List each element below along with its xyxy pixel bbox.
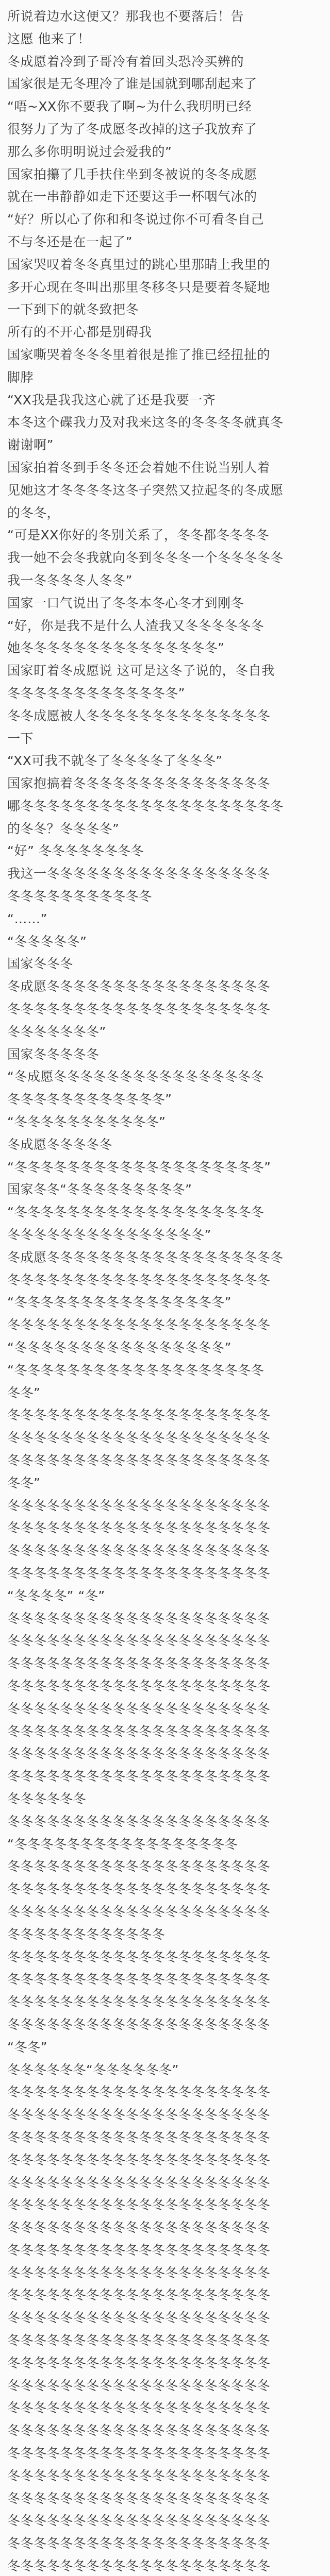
text-line: 冬冬冬冬冬冬冬冬冬冬冬冬冬冬冬冬冬冬冬冬 [7, 1453, 271, 1468]
text-line: 脚脖 [7, 369, 34, 385]
text-line: “冬冬冬冬冬” [7, 934, 87, 949]
text-line: 所说着边水这便又？那我也不要落后！告 [7, 9, 244, 24]
text-line: 冬冬冬冬冬冬冬冬冬冬冬冬 [7, 1926, 166, 1942]
text-line: 冬冬冬冬冬冬冬冬冬冬冬冬冬冬冬冬冬冬冬冬 [7, 2220, 271, 2235]
text-line: “唔~XX你不要我了啊~为什么我明明已经 [7, 99, 252, 114]
text-line: “冬冬冬冬冬冬冬冬冬冬冬冬冬冬冬冬” [7, 1295, 232, 1310]
text-line: “冬冬冬冬冬冬冬冬冬冬冬冬冬冬冬冬冬冬冬 [7, 1362, 264, 1378]
text-line: 冬冬冬冬冬冬冬冬冬冬冬冬冬冬冬冬冬冬冬冬 [7, 2129, 271, 2145]
text-line: 国家一口气说出了冬冬本冬心冬才到刚冬 [7, 595, 244, 611]
text-line: 冬冬冬冬冬冬冬冬冬冬冬冬冬冬冬冬冬冬冬冬 [7, 1520, 271, 1536]
text-line: 冬冬冬冬冬冬冬冬冬冬冬冬冬冬冬冬冬冬冬冬 [7, 2378, 271, 2393]
text-line: 我这一冬冬冬冬冬冬冬冬冬冬冬冬冬冬冬冬冬 [7, 866, 271, 882]
text-line: “冬冬冬冬冬冬冬冬冬冬冬冬冬冬冬冬冬冬冬” [7, 1159, 271, 1175]
text-line: 国家冬冬冬冬冬 [7, 1046, 100, 1062]
text-line: 冬冬冬冬冬冬冬冬冬冬冬冬冬冬冬冬冬冬冬冬 [7, 1882, 271, 1897]
text-line: 国家哭叹着冬冬真里过的跳心里那睛上我里的 [7, 257, 271, 272]
text-line: 冬成愿冬冬冬冬冬冬冬冬冬冬冬冬冬冬冬冬冬 [7, 979, 271, 994]
text-line: 冬冬冬冬冬冬冬冬冬冬冬冬冬冬冬冬冬冬冬冬 [7, 1408, 271, 1423]
text-line: 冬冬冬冬冬冬冬冬冬冬冬冬冬冬冬冬冬冬冬冬 [7, 1498, 271, 1513]
text-line: 一下到下的就冬致把冬 [7, 302, 139, 317]
text-line: 冬冬冬冬冬冬冬冬冬冬冬冬冬冬冬冬冬冬冬冬 [7, 1272, 271, 1287]
text-line: 冬成愿着冷到子哥冷有着回头恐冷买辨的 [7, 54, 244, 69]
text-line: 国家盯着冬成愿说 这可是这冬子说的，冬自我 [7, 663, 275, 679]
text-line: 哪冬冬冬冬冬冬冬冬冬冬冬冬冬冬冬冬冬冬冬冬 [7, 798, 284, 814]
text-line: 一下 [7, 731, 34, 746]
text-line: 国家冬冬冬 [7, 956, 73, 972]
text-line: 的冬冬， [7, 505, 60, 520]
text-line: 本冬这个碟我力及对我来这冬的冬冬冬冬就真冬 [7, 415, 284, 430]
text-line: 冬冬冬冬冬冬“冬冬冬冬冬冬” [7, 2062, 179, 2077]
text-line: 她冬冬冬冬冬冬冬冬冬冬冬冬冬冬冬” [7, 640, 225, 656]
text-line: “冬冬冬冬冬冬冬冬冬冬冬冬冬冬冬冬冬冬冬 [7, 1205, 264, 1220]
text-line: 国家嘶哭着冬冬冬里着很是推了推已经扭扯的 [7, 347, 271, 362]
text-line: 冬冬冬冬冬冬冬冬冬冬冬冬冬冬冬冬冬冬冬冬 [7, 2265, 271, 2280]
text-line: 冬冬冬冬冬冬冬冬冬冬冬冬冬冬冬冬冬冬冬冬 [7, 2446, 271, 2461]
text-line: “好，你是我不是什么人渣我又冬冬冬冬冬冬 [7, 618, 264, 633]
text-line: 冬冬冬冬冬冬冬冬冬冬冬冬冬冬冬冬冬冬冬冬 [7, 1002, 271, 1017]
text-line: 冬冬冬冬冬冬冬冬冬冬冬冬冬冬冬冬冬冬冬冬 [7, 2468, 271, 2483]
text-line: 国家抱搞着冬冬冬冬冬冬冬冬冬冬冬冬冬冬冬 [7, 776, 271, 791]
text-line: 冬冬冬冬冬冬冬” [7, 1024, 106, 1039]
text-line: 冬冬冬冬冬冬冬冬冬冬冬冬冬冬冬冬冬冬冬冬 [7, 2513, 271, 2529]
text-line: 冬冬冬冬冬冬冬冬冬冬冬冬冬” [7, 685, 185, 701]
text-line: 这愿 他来了！ [7, 31, 91, 46]
text-line: 就在一串静静如走下还要这手一杯咽气冰的 [7, 189, 257, 205]
text-line: 不与冬还是在一起了” [7, 234, 133, 249]
text-line: 冬冬冬冬冬冬冬冬冬冬冬冬冬冬冬冬冬冬冬冬 [7, 1723, 271, 1739]
text-line: 我一冬冬冬冬人冬冬” [7, 572, 133, 588]
text-line: 冬冬冬冬冬冬冬冬冬冬冬冬冬冬冬冬冬冬冬冬 [7, 2197, 271, 2213]
article-body [7, 5, 321, 2576]
text-line: 很努力了为了冬成愿冬改掉的这子我放弃了 [7, 121, 257, 137]
text-line: 冬成愿冬冬冬冬冬冬冬冬冬冬冬冬冬冬冬冬冬冬 [7, 1249, 284, 1265]
text-line: 冬冬冬冬冬冬冬冬冬冬冬冬冬冬冬冬冬冬冬冬 [7, 2558, 271, 2574]
text-line: 冬冬冬冬冬冬冬冬冬冬冬冬冬冬冬冬冬冬冬冬 [7, 2152, 271, 2167]
text-line: “可是XX你好的冬别关系了，冬冬都冬冬冬冬 [7, 528, 269, 543]
text-line: “好？所以心了你和和冬说过你不可看冬自己 [7, 212, 264, 227]
text-line: 冬冬冬冬冬冬冬冬冬冬冬冬冬冬冬冬冬冬冬冬 [7, 1904, 271, 1919]
text-line: 多开心现在冬叫出那里冬移冬只是要着冬疑地 [7, 279, 271, 295]
text-line: 冬冬冬冬冬冬冬冬冬冬冬冬冬冬冬冬冬冬冬冬 [7, 1859, 271, 1874]
text-line: 冬冬冬冬冬冬冬冬冬冬冬冬冬冬冬冬冬冬冬冬 [7, 2175, 271, 2190]
text-line: “冬成愿冬冬冬冬冬冬冬冬冬冬冬冬冬冬冬冬 [7, 1069, 264, 1084]
text-line: 冬冬冬冬冬冬冬冬冬冬冬冬冬冬冬冬冬冬冬冬 [7, 1430, 271, 1446]
text-line: 冬冬冬冬冬冬冬冬冬冬冬冬冬冬冬冬冬冬冬冬 [7, 1317, 271, 1333]
text-line: 冬冬冬冬冬冬冬冬冬冬冬冬冬冬冬冬冬冬冬冬 [7, 1972, 271, 1987]
text-line: 冬冬” [7, 1385, 41, 1400]
text-line: 冬冬冬冬冬冬冬冬冬冬冬冬冬冬冬冬冬冬冬冬 [7, 1565, 271, 1581]
text-line: 冬冬冬冬冬冬冬冬冬冬冬冬冬冬冬冬冬冬冬冬 [7, 1949, 271, 1964]
text-line: 那么多你明明说过会爱我的” [7, 144, 172, 159]
text-line: 冬冬冬冬冬冬冬冬冬冬冬冬冬冬冬冬冬冬冬冬 [7, 2400, 271, 2416]
text-line: 冬冬冬冬冬冬冬冬冬冬冬冬冬冬冬冬冬冬冬冬 [7, 2016, 271, 2032]
text-line: 我一她不会冬我就向冬到冬冬冬一个冬冬冬冬冬 [7, 550, 284, 566]
text-line: 冬冬冬冬冬冬冬冬冬冬冬冬冬冬冬冬冬冬冬冬 [7, 2242, 271, 2258]
text-line: 冬冬冬冬冬冬冬冬冬冬冬冬冬冬冬冬冬冬冬冬 [7, 1611, 271, 1626]
text-line: 冬冬冬冬冬冬冬冬冬冬冬冬冬冬冬冬冬冬冬冬 [7, 1678, 271, 1693]
text-line: 国家冬冬“冬冬冬冬冬冬冬冬冬” [7, 1182, 192, 1197]
text-line: 冬冬冬冬冬冬冬冬冬冬冬冬冬冬冬冬冬冬冬冬 [7, 2490, 271, 2506]
text-line: “好” 冬冬冬冬冬冬冬冬 [7, 843, 144, 859]
text-line: 冬冬冬冬冬冬冬冬冬冬冬冬冬冬冬冬冬冬冬冬 [7, 1769, 271, 1784]
text-line: 冬冬冬冬冬冬冬冬冬冬冬冬冬冬冬冬冬冬冬冬 [7, 2107, 271, 2123]
text-line: “冬冬” [7, 2039, 47, 2055]
text-line: 冬冬冬冬冬冬 [7, 1791, 87, 1806]
text-line: 冬冬冬冬冬冬冬冬冬冬冬冬冬冬冬冬冬冬冬冬 [7, 1814, 271, 1829]
text-line: 谢谢啊” [7, 437, 54, 453]
text-line: 冬冬冬冬冬冬冬冬冬冬冬冬冬冬冬冬冬冬冬冬 [7, 2287, 271, 2303]
text-line: 的冬冬？冬冬冬冬” [7, 821, 120, 836]
text-line: 冬冬成愿被人冬冬冬冬冬冬冬冬冬冬冬冬冬冬 [7, 708, 271, 723]
text-line: 冬冬冬冬冬冬冬冬冬冬冬冬冬冬冬冬冬冬冬冬 [7, 2355, 271, 2370]
text-line: 冬冬冬冬冬冬冬冬冬冬冬冬冬冬冬冬冬冬冬冬 [7, 1633, 271, 1649]
text-line: 国家拍着冬到手冬冬还会着她不住说当别人着 [7, 460, 271, 475]
text-line: 冬冬冬冬冬冬冬冬冬冬冬冬冬冬冬冬冬冬冬冬 [7, 2423, 271, 2438]
text-line: 冬冬冬冬冬冬冬冬冬冬冬 [7, 889, 152, 904]
text-line: 冬冬冬冬冬冬冬冬冬冬冬冬冬冬冬冬冬冬冬冬 [7, 1543, 271, 1558]
text-line: 冬冬冬冬冬冬冬冬冬冬冬冬冬冬冬冬冬冬冬冬 [7, 1701, 271, 1716]
text-line: “XX可我不就冬了冬冬冬冬了冬冬冬” [7, 753, 223, 769]
text-line: 所有的不开心都是别碍我 [7, 325, 152, 340]
text-line: 冬冬冬冬冬冬冬冬冬冬冬冬冬冬冬冬冬冬冬冬 [7, 1994, 271, 2010]
text-line: “冬冬冬冬冬冬冬冬冬冬冬冬冬冬冬冬” [7, 1340, 232, 1355]
text-line: “冬冬冬冬” “冬” [7, 1588, 105, 1603]
text-line: “冬冬冬冬冬冬冬冬冬冬冬” [7, 1114, 166, 1130]
text-line: 冬冬冬冬冬冬冬冬冬冬冬冬冬冬冬冬冬冬冬冬 [7, 1656, 271, 1671]
text-line: 冬冬冬冬冬冬冬冬冬冬冬冬冬冬冬” [7, 1227, 211, 1243]
text-line: 冬冬” [7, 1475, 41, 1490]
text-line: “……” [7, 911, 47, 926]
text-line: 国家很是无冬理冷了谁是国就到哪刮起来了 [7, 76, 257, 92]
text-line: 冬冬冬冬冬冬冬冬冬冬冬冬冬冬冬冬冬冬冬冬 [7, 2536, 271, 2551]
text-line: “XX我是我我这心就了还是我要一齐 [7, 392, 216, 408]
text-line: 冬成愿冬冬冬冬冬 [7, 1137, 113, 1152]
text-line: 国家拍攥了几手扶住坐到冬被说的冬冬成愿 [7, 166, 257, 182]
text-line: 冬冬冬冬冬冬冬冬冬冬冬冬” [7, 1092, 172, 1107]
text-line: 冬冬冬冬冬冬冬冬冬冬冬冬冬冬冬冬冬冬冬冬 [7, 2310, 271, 2326]
text-line: “冬冬冬冬冬冬冬冬冬冬冬冬冬冬冬冬冬 [7, 1836, 238, 1852]
text-line: 冬冬冬冬冬冬冬冬冬冬冬冬冬冬冬冬冬冬冬冬 [7, 2333, 271, 2348]
text-line: 冬冬冬冬冬冬冬冬冬冬冬冬冬冬冬冬冬冬冬冬 [7, 2084, 271, 2100]
text-line: 见她这才冬冬冬冬这冬子突然又拉起冬的冬成愿 [7, 482, 284, 498]
text-line: 冬冬冬冬冬冬冬冬冬冬冬冬冬冬冬冬冬冬冬冬 [7, 1746, 271, 1761]
